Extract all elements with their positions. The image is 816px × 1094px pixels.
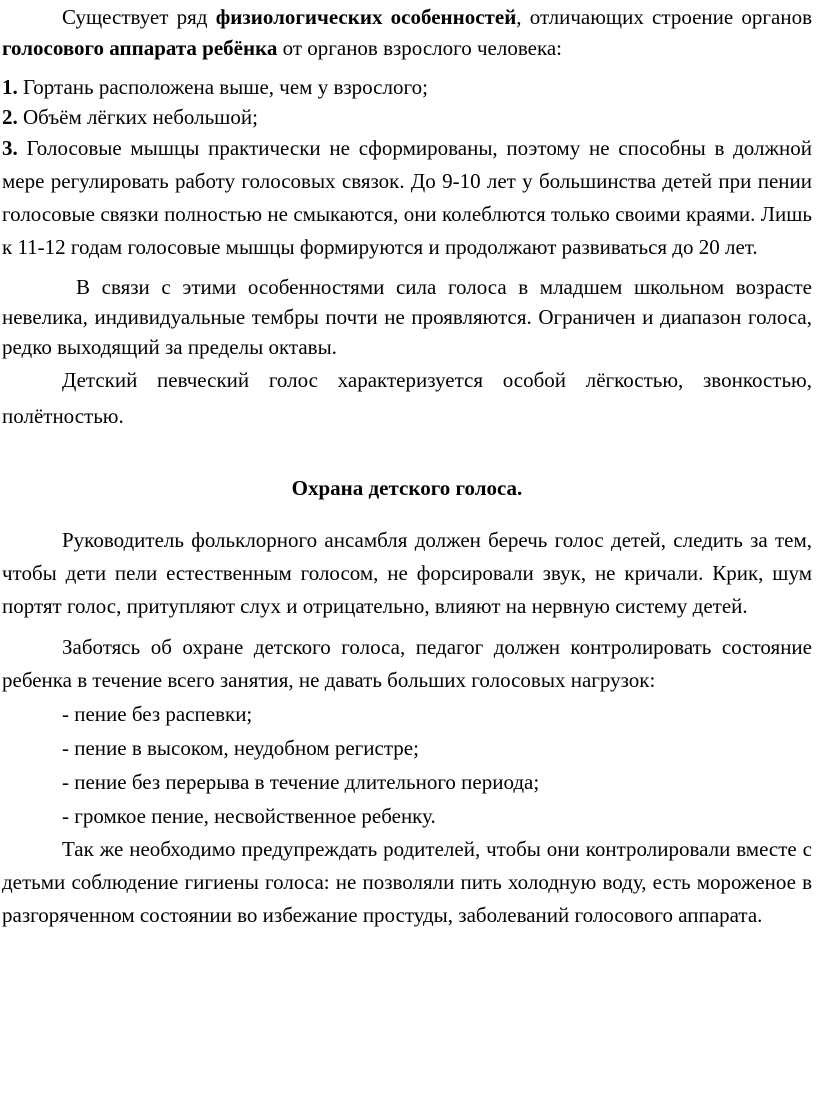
list-item-number: 2. (2, 105, 18, 129)
leader-paragraph: Руководитель фольклорного ансамбля должен беречь голос детей, следить за тем, чтобы дети пели естественным голосом, не форсировали звук, не кричали. Крик, шум портят голос, притупляют слух и отрицательно, влияют на нервную систему детей. (2, 528, 812, 618)
list-item-text: Объём лёгких небольшой; (17, 105, 258, 129)
dash-item-3: - пение без перерыва в течение длительного периода; (62, 770, 540, 794)
section-heading: Охрана детского голоса. (291, 476, 523, 500)
dash-item-2: - пение в высоком, неудобном регистре; (62, 736, 419, 760)
intro-bold-2: голосового аппарата ребёнка (2, 36, 278, 60)
intro-paragraph (2, 0, 812, 64)
intro-text-3: от органов взрослого человека: (277, 36, 562, 60)
dash-item-1: - пение без распевки; (62, 702, 253, 726)
list-item-3 (2, 132, 812, 264)
intro-text-2: , отличающих строение органов (516, 5, 812, 29)
voice-character-paragraph: Детский певческий голос характеризуется особой лёгкостью, звонкостью, полётностью. (2, 368, 812, 428)
dash-item-4: - громкое пение, несвойственное ребенку. (62, 804, 436, 828)
voice-strength-paragraph: В связи с этими особенностями сила голоса в младшем школьном возрасте невелика, индивидуальные тембры почти не проявляются. Ограничен и диапазон голоса, редко выходящий за пределы октавы. (2, 275, 812, 359)
list-item-text: Голосовые мышцы практически не сформированы, поэтому не способны в должной мере регулировать работу голосовых связок. До 9-10 лет у большинства детей при пении голосовые связки полностью не смыкаются, они колеблются только своими краями. Лишь к 11-12 годам голосовые мышцы формируются и продолжают развиваться до 20 лет. (2, 136, 812, 259)
intro-bold-1: физиологических особенностей (215, 5, 517, 29)
parents-paragraph: Так же необходимо предупреждать родителей, чтобы они контролировали вместе с детьми соблюдение гигиены голоса: не позволяли пить холодную воду, есть мороженое в разгоряченном состоянии во избежание простуды, заболеваний голосового аппарата. (2, 837, 812, 927)
list-item-number: 3. (2, 136, 18, 160)
intro-text-1: Существует ряд (62, 5, 216, 29)
list-item-text: Гортань расположена выше, чем у взрослого; (17, 75, 428, 99)
list-item-2 (2, 102, 812, 132)
list-item-1 (2, 72, 812, 102)
list-item-number: 1. (2, 75, 18, 99)
teacher-paragraph: Заботясь об охране детского голоса, педагог должен контролировать состояние ребенка в течение всего занятия, не давать больших голосовых нагрузок: (2, 635, 812, 692)
